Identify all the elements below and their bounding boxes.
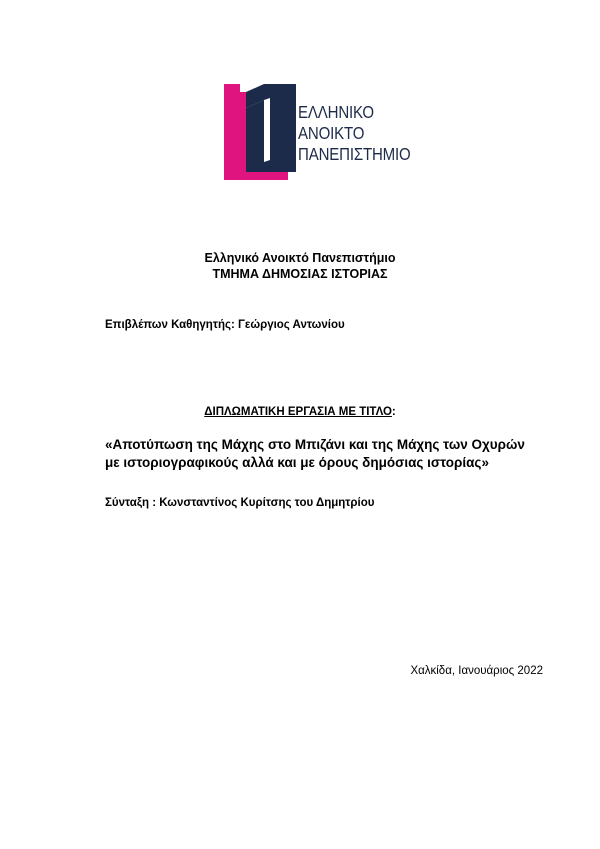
author-line: Σύνταξη : Κωνσταντίνος Κυρίτσης του Δημητρίου xyxy=(105,497,375,509)
thesis-title-line-2: με ιστοριογραφικούς αλλά και με όρους δημόσιας ιστορίας» xyxy=(105,455,489,470)
university-logo xyxy=(224,84,424,180)
thesis-heading-label: ΔΙΠΛΩΜΑΤΙΚΗ ΕΡΓΑΣΙΑ ΜΕ ΤΙΤΛΟ xyxy=(204,406,392,418)
university-name: Ελληνικό Ανοικτό Πανεπιστήμιο xyxy=(204,251,396,265)
supervisor-line: Επιβλέπων Καθηγητής: Γεώργιος Αντωνίου xyxy=(105,319,345,331)
department-name: ΤΜΗΜΑ ΔΗΜΟΣΙΑΣ ΙΣΤΟΡΙΑΣ xyxy=(212,267,388,281)
logo-line-1: ΕΛΛΗΝΙΚΟ xyxy=(298,102,374,122)
thesis-heading-colon: : xyxy=(391,406,396,418)
logo-line-2: ΑΝΟΙΚΤΟ xyxy=(298,123,365,143)
place-date: Χαλκίδα, Ιανουάριος 2022 xyxy=(410,665,543,677)
thesis-heading xyxy=(0,405,600,419)
thesis-title-line-1: «Αποτύπωση της Μάχης στο Μπιζάνι και της Μάχης των Οχυρών xyxy=(105,437,525,452)
logo-wordmark xyxy=(298,102,411,165)
logo-emblem-icon xyxy=(224,84,304,180)
logo-line-3: ΠΑΝΕΠΙΣΤΗΜΙΟ xyxy=(298,144,411,164)
thesis-title xyxy=(105,436,525,472)
